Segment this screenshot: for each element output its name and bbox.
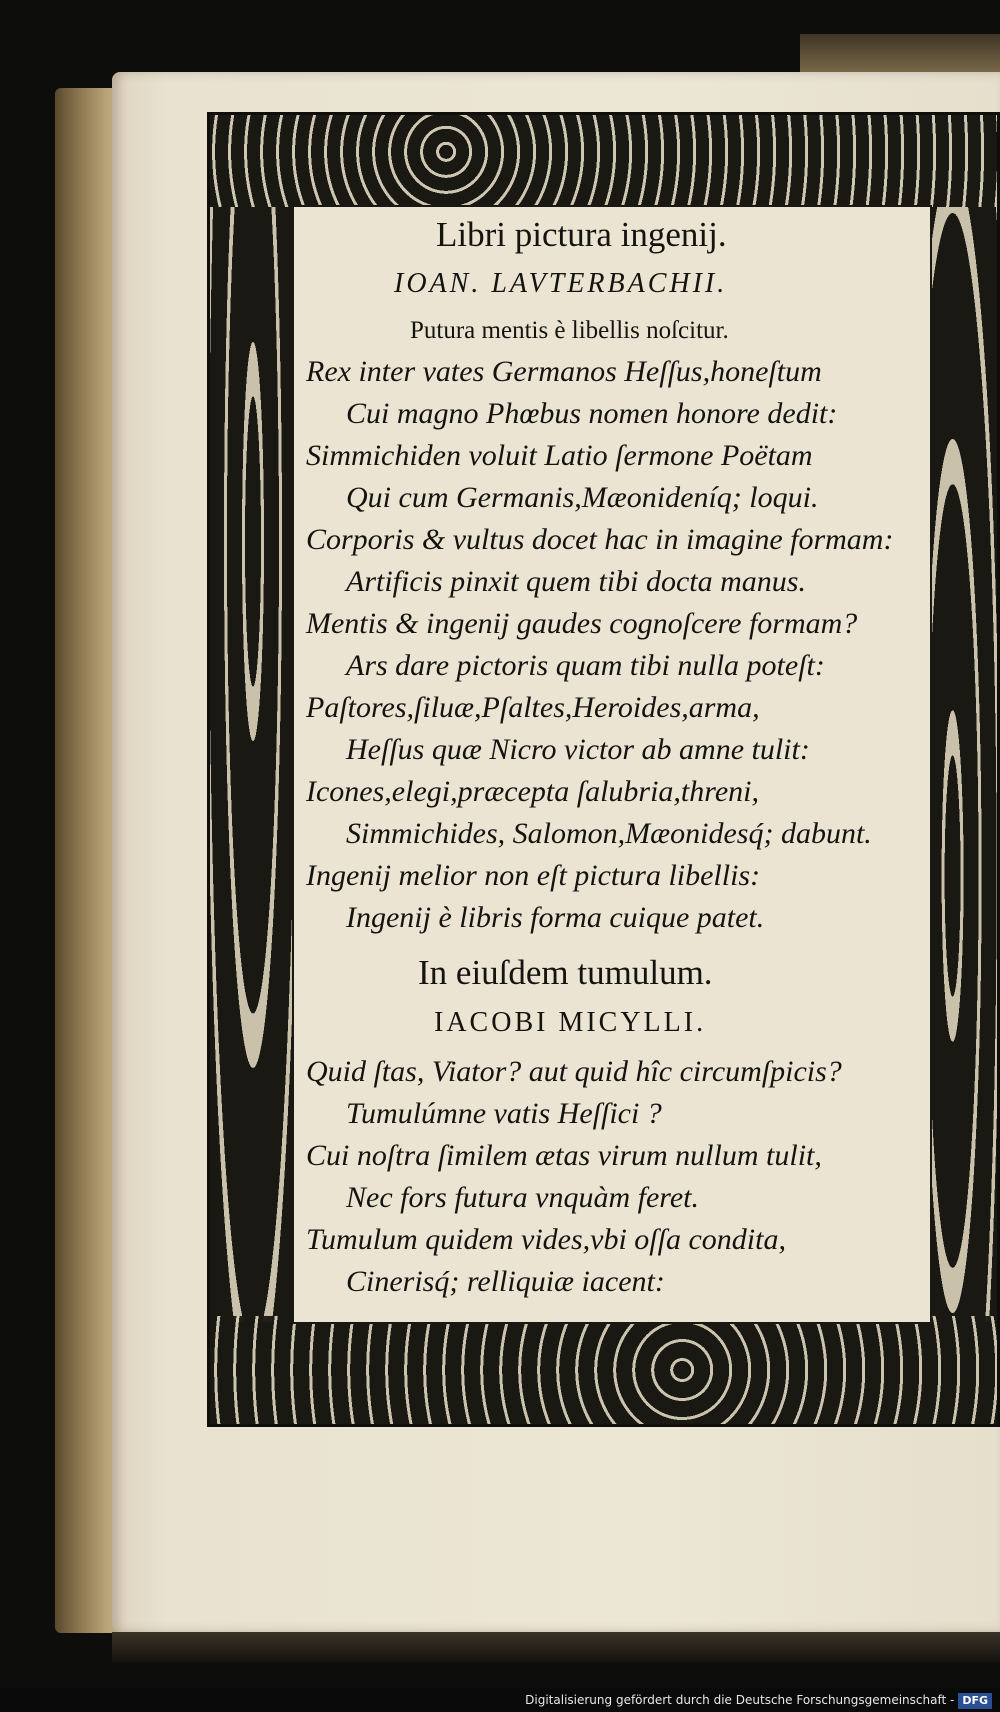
digitization-credit-bar [0,1688,1000,1712]
woodcut-border-right [923,207,997,1322]
verse-line: Ars dare pictoris quam tibi nulla poteſt: [346,649,825,682]
subheading: Putura mentis è libellis noſcitur. [410,317,729,344]
verse-line: Heſſus quæ Nicro victor ab amne tulit: [346,733,810,766]
verse-line: Quid ſtas, Viator? aut quid hîc circumſpicis? [306,1055,842,1088]
verse-line: Simmichiden voluit Latio ſermone Poëtam [306,439,813,472]
section-heading: In eiuſdem tumulum. [418,953,713,992]
verse-line: Paſtores,ſiluæ,Pſaltes,Heroides,arma, [306,691,760,724]
text-panel [294,207,930,1322]
page-bottom-shadow [112,1632,1000,1662]
author-name-2: IACOBI MICYLLI. [434,1007,707,1038]
verse-line: Corporis & vultus docet hac in imagine formam: [306,523,894,556]
verse-line: Tumulúmne vatis Heſſici ? [346,1097,662,1130]
verse-line: Icones,elegi,præcepta ſalubria,threni, [306,775,759,808]
woodcut-border-frame [207,112,1000,1427]
verse-line: Cui magno Phœbus nomen honore dedit: [346,397,838,430]
woodcut-border-left [210,207,296,1322]
verse-line: Rex inter vates Germanos Heſſus,honeſtum [306,355,822,388]
woodcut-border-top [210,115,997,207]
verse-line: Cui noſtra ſimilem ætas virum nullum tulit, [306,1139,822,1172]
page-heading: Libri pictura ingenij. [436,215,727,254]
verse-line: Artificis pinxit quem tibi docta manus. [346,565,806,598]
verse-line: Ingenij melior non eſt pictura libellis: [306,859,761,892]
author-name-1: IOAN. LAVTERBACHII. [394,268,728,299]
verse-line: Tumulum quidem vides,vbi oſſa condita, [306,1223,786,1256]
verse-line: Ingenij è libris forma cuique patet. [346,901,765,934]
credit-text: Digitalisierung gefördert durch die Deutsche Forschungsgemeinschaft - [525,1693,955,1707]
woodcut-border-bottom [210,1316,997,1424]
verse-line: Simmichides, Salomon,Mæonidesq́; dabunt. [346,817,872,850]
verse-line: Cinerisq́; relliquiæ iacent: [346,1265,665,1298]
book-top-edge [800,34,1000,76]
verse-line: Qui cum Germanis,Mæonideníq; loqui. [346,481,819,514]
dfg-logo: DFG [958,1693,992,1709]
verse-line: Mentis & ingenij gaudes cognoſcere formam? [306,607,858,640]
verse-line: Nec fors futura vnquàm feret. [346,1181,700,1214]
